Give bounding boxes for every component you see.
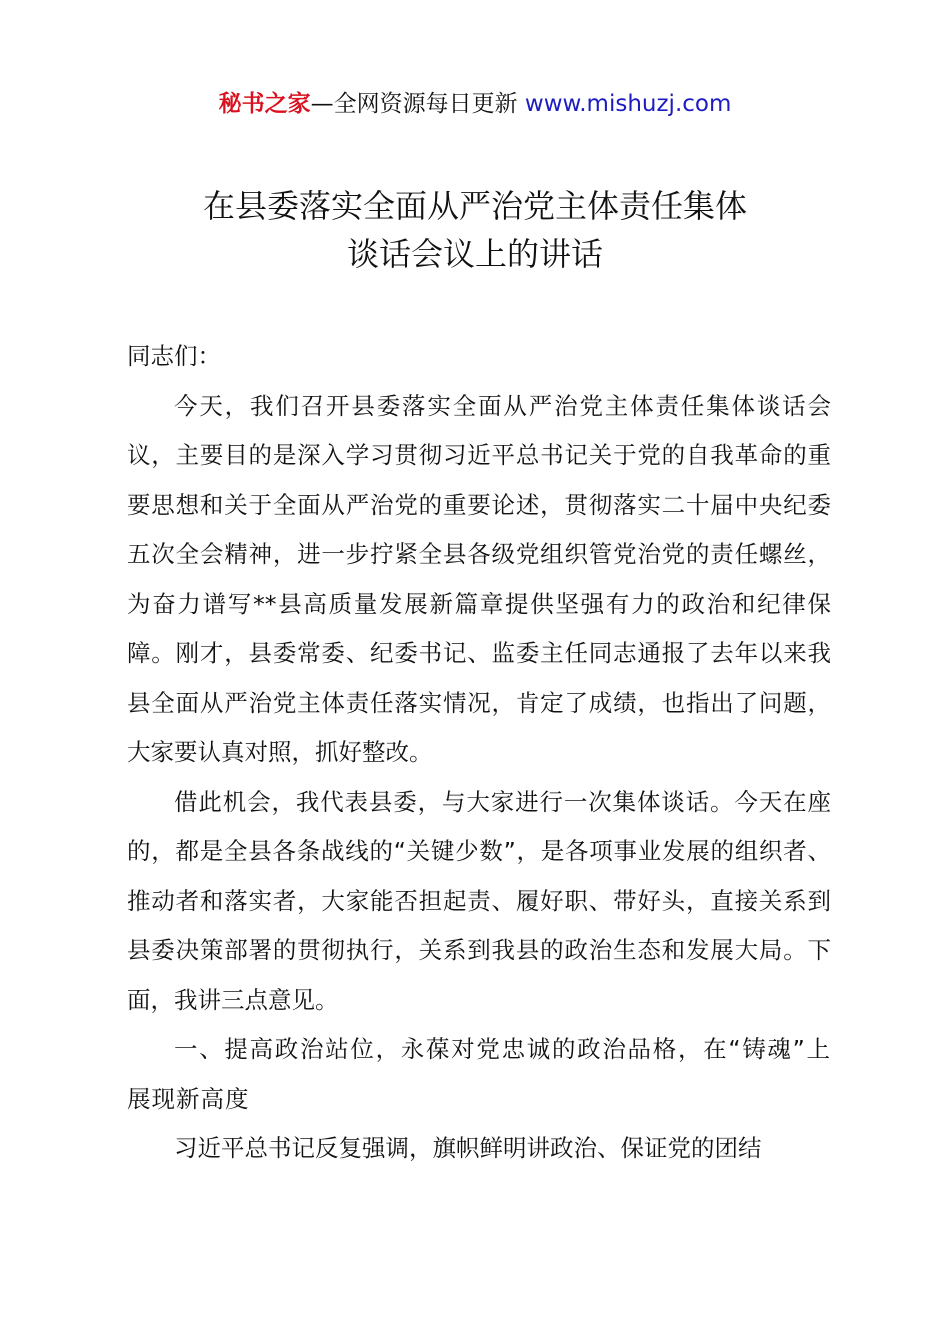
site-tagline: —全网资源每日更新: [310, 91, 525, 117]
site-brand: 秘书之家: [218, 91, 311, 117]
title-line-1: 在县委落实全面从严治党主体责任集体: [202, 187, 747, 225]
site-url-link[interactable]: www.mishuzj.com: [524, 91, 732, 117]
salutation: 同志们：: [127, 342, 221, 370]
paragraph-talk: 借此机会，我代表县委，与大家进行一次集体谈话。今天在座的，都是全县各条战线的“关键少数”，是各项事业发展的组织者、推动者和落实者，大家能否担起责、履好职、带好头，直接关系到县委决策部署的贯彻执行，关系到我县的政治生态和发展大局。下面，我讲三点意见。: [127, 787, 831, 1014]
paragraph-intro: 今天，我们召开县委落实全面从严治党主体责任集体谈话会议，主要目的是深入学习贯彻习近平总书记关于党的自我革命的重要思想和关于全面从严治党的重要论述，贯彻落实二十届中央纪委五次全会精神，进一步拧紧全县各级党组织管党治党的责任螺丝，为奋力谱写**县高质量发展新篇章提供坚强有力的政治和纪律保障。刚才，县委常委、纪委书记、监委主任同志通报了去年以来我县全面从严治党主体责任落实情况，肯定了成绩，也指出了问题，大家要认真对照，抓好整改。: [127, 391, 831, 766]
title-line-2: 谈话会议上的讲话: [346, 235, 603, 273]
document-body: [127, 332, 831, 1174]
paragraph-section-1: 习近平总书记反复强调，旗帜鲜明讲政治、保证党的团结: [174, 1134, 762, 1162]
site-banner: [0, 88, 950, 120]
section-heading-1: 一、提高政治站位，永葆对党忠诚的政治品格，在“铸魂”上展现新高度: [127, 1035, 831, 1113]
document-title: [0, 182, 950, 278]
